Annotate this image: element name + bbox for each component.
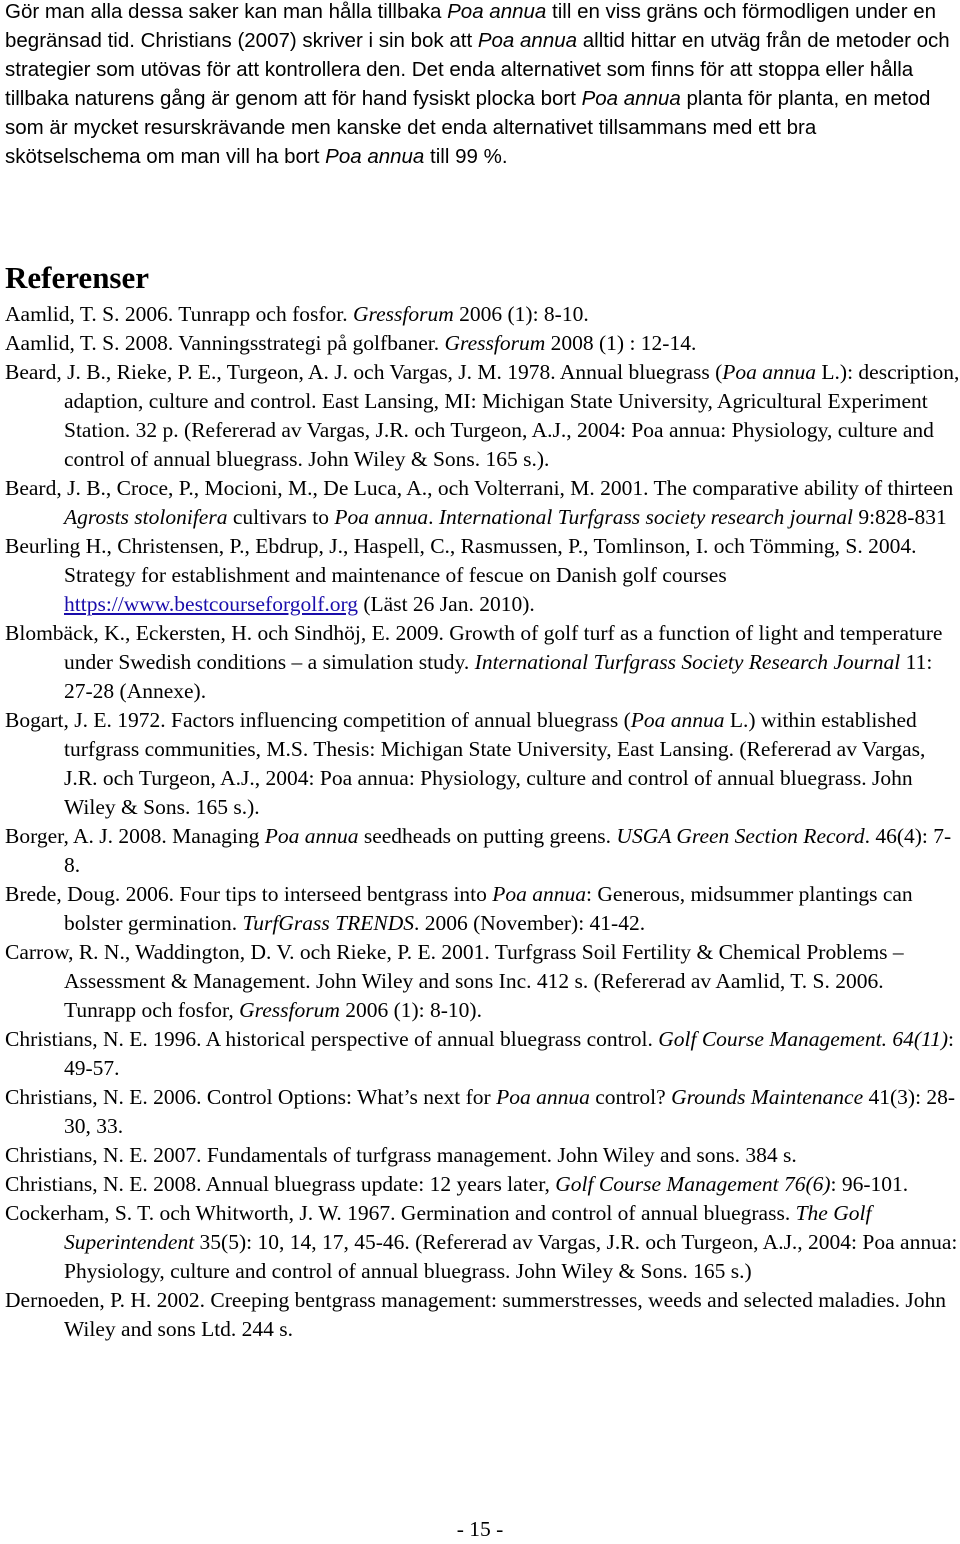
text-run: 41(3): 28-30, 33. xyxy=(64,1085,956,1138)
italic-text: Grounds Maintenance xyxy=(671,1085,864,1109)
reference-entry xyxy=(5,300,960,329)
text-run: Christians, N. E. 2007. Fundamentals of turfgrass management. John Wiley and sons. 384 s. xyxy=(5,1143,797,1167)
text-run: Christians, N. E. 2006. Control Options: What’s next for xyxy=(5,1085,497,1109)
text-run: 2008 (1) : 12-14. xyxy=(545,331,697,355)
reference-entry xyxy=(5,619,960,706)
text-run: cultivars to xyxy=(227,505,335,529)
intro-paragraph xyxy=(5,0,955,171)
text-run: Cockerham, S. T. och Whitworth, J. W. 1967. Germination and control of annual bluegrass. xyxy=(5,1201,796,1225)
reference-entry xyxy=(5,1141,960,1170)
italic-text: Poa annua xyxy=(334,505,429,529)
italic-text: Poa annua xyxy=(477,29,578,52)
text-run: till 99 %. xyxy=(424,145,508,168)
italic-text: Poa annua xyxy=(722,360,817,384)
reference-list xyxy=(5,300,960,1344)
text-run: 35(5): 10, 14, 17, 45-46. (Refererad av Vargas, J.R. och Turgeon, A.J., 2004: Poa annua: Physiology, culture and control of annual bluegrass. John Wiley & Sons. 165 s.) xyxy=(64,1230,958,1283)
text-run: : Generous, midsummer plantings can bolster germination. xyxy=(64,882,913,935)
text-run: control? xyxy=(589,1085,672,1109)
references-heading: Referenser xyxy=(5,260,150,295)
text-run: . xyxy=(428,505,439,529)
italic-text: Golf Course Management 76(6) xyxy=(555,1172,831,1196)
text-run: Carrow, R. N., Waddington, D. V. och Rieke, P. E. 2001. Turfgrass Soil Fertility & Chemical Problems – Assessment & Management. John Wiley and sons Inc. 412 s. (Refererad av Aamlid, T. S. 2006. Tunrapp och fosfor, xyxy=(5,940,904,1022)
text-run: Beard, J. B., Rieke, P. E., Turgeon, A. J. och Vargas, J. M. 1978. Annual bluegrass ( xyxy=(5,360,723,384)
italic-text: Agrosts stolonifera xyxy=(64,505,228,529)
text-run: 2006 (1): 8-10). xyxy=(339,998,482,1022)
reference-entry xyxy=(5,822,960,880)
reference-entry xyxy=(5,358,960,474)
reference-entry xyxy=(5,1170,960,1199)
reference-entry xyxy=(5,1199,960,1286)
italic-text: Poa annua xyxy=(447,0,547,23)
italic-text: TurfGrass TRENDS xyxy=(242,911,414,935)
italic-text: Poa annua xyxy=(325,145,425,168)
text-run: 9:828-831 xyxy=(852,505,947,529)
reference-entry xyxy=(5,532,960,619)
text-run: planta för planta, en metod som är mycket resurskrävande men kanske det enda alternativet tillsammans med ett bra skötselschema om man vill ha bort xyxy=(5,87,931,168)
reference-entry xyxy=(5,938,960,1025)
italic-text: Poa annua xyxy=(492,882,587,906)
text-run: : 49-57. xyxy=(64,1027,955,1080)
text-run: Beurling H., Christensen, P., Ebdrup, J., Haspell, C., Rasmussen, P., Tomlinson, I. och Tömming, S. 2004. Strategy for establishment and maintenance of fescue on Danish golf courses xyxy=(5,534,917,587)
reference-entry xyxy=(5,329,960,358)
italic-text: International Turfgrass society research journal xyxy=(438,505,853,529)
text-run: Brede, Doug. 2006. Four tips to interseed bentgrass into xyxy=(5,882,493,906)
text-run: Dernoeden, P. H. 2002. Creeping bentgrass management: summerstresses, weeds and selected maladies. John Wiley and sons Ltd. 244 s. xyxy=(5,1288,946,1341)
italic-text: Poa annua xyxy=(496,1085,590,1109)
text-run: Aamlid, T. S. 2006. Tunrapp och fosfor. xyxy=(5,302,353,326)
italic-text: Poa annua xyxy=(630,708,725,732)
reference-entry xyxy=(5,880,960,938)
reference-link[interactable]: https://www.bestcourseforgolf.org xyxy=(64,592,358,616)
text-run: L.): description, adaption, culture and control. East Lansing, MI: Michigan State University, Agricultural Experiment Station. 32 p. (Refererad av Vargas, J.R. och Turgeon, A.J., 2004: Poa annua: Physiology, culture and control of annual bluegrass. John Wiley & Sons. 165 s.). xyxy=(64,360,960,471)
text-run: alltid hittar en utväg från de metoder och strategier som utövas för att kontrollera den. Det enda alternativet som finns för att stoppa eller hålla tillbaka naturens gång är genom att för hand fysiskt plocka bort xyxy=(5,29,950,110)
italic-text: Poa annua xyxy=(264,824,359,848)
reference-entry xyxy=(5,1025,960,1083)
text-run: Christians, N. E. 1996. A historical perspective of annual bluegrass control. xyxy=(5,1027,659,1051)
text-run: Gör man alla dessa saker kan man hålla tillbaka xyxy=(5,0,448,23)
text-run: till en viss gräns och förmodligen under en begränsad tid. Christians (2007) skriver i sin bok att xyxy=(5,0,937,52)
italic-text: Gressforum xyxy=(239,998,340,1022)
reference-entry xyxy=(5,474,960,532)
reference-entry xyxy=(5,1083,960,1141)
italic-text: The Golf Superintendent xyxy=(64,1201,872,1254)
page-number: - 15 - xyxy=(456,1517,504,1541)
italic-text: Poa annua xyxy=(581,87,681,110)
reference-entry xyxy=(5,1286,960,1344)
text-run: 2006 (1): 8-10. xyxy=(453,302,589,326)
italic-text: USGA Green Section Record xyxy=(616,824,865,848)
italic-text: Gressforum xyxy=(353,302,454,326)
text-run: Beard, J. B., Croce, P., Mocioni, M., De Luca, A., och Volterrani, M. 2001. The comparative ability of thirteen xyxy=(5,476,954,500)
text-run: Aamlid, T. S. 2008. Vanningsstrategi på golfbaner. xyxy=(5,331,445,355)
text-run: 11: 27-28 (Annexe). xyxy=(64,650,933,703)
text-run: seedheads on putting greens. xyxy=(358,824,617,848)
italic-text: Gressforum xyxy=(444,331,546,355)
reference-entry xyxy=(5,706,960,822)
text-run: Blombäck, K., Eckersten, H. och Sindhöj, E. 2009. Growth of golf turf as a function of light and temperature under Swedish conditions – a simulation study. xyxy=(5,621,943,674)
text-run: Christians, N. E. 2008. Annual bluegrass update: 12 years later, xyxy=(5,1172,556,1196)
text-run: (Läst 26 Jan. 2010). xyxy=(358,592,535,616)
text-run: . 2006 (November): 41-42. xyxy=(414,911,646,935)
italic-text: International Turfgrass Society Research Journal xyxy=(474,650,901,674)
text-run: Borger, A. J. 2008. Managing xyxy=(5,824,265,848)
text-run: : 96-101. xyxy=(830,1172,909,1196)
text-run: Bogart, J. E. 1972. Factors influencing competition of annual bluegrass ( xyxy=(5,708,631,732)
italic-text: Golf Course Management. 64(11) xyxy=(658,1027,949,1051)
text-run: . 46(4): 7-8. xyxy=(64,824,952,877)
text-run: L.) within established turfgrass communities, M.S. Thesis: Michigan State University, East Lansing. (Refererad av Vargas, J.R. och Turgeon, A.J., 2004: Poa annua: Physiology, culture and control of annual bluegrass. John Wiley & Sons. 165 s.). xyxy=(64,708,926,819)
